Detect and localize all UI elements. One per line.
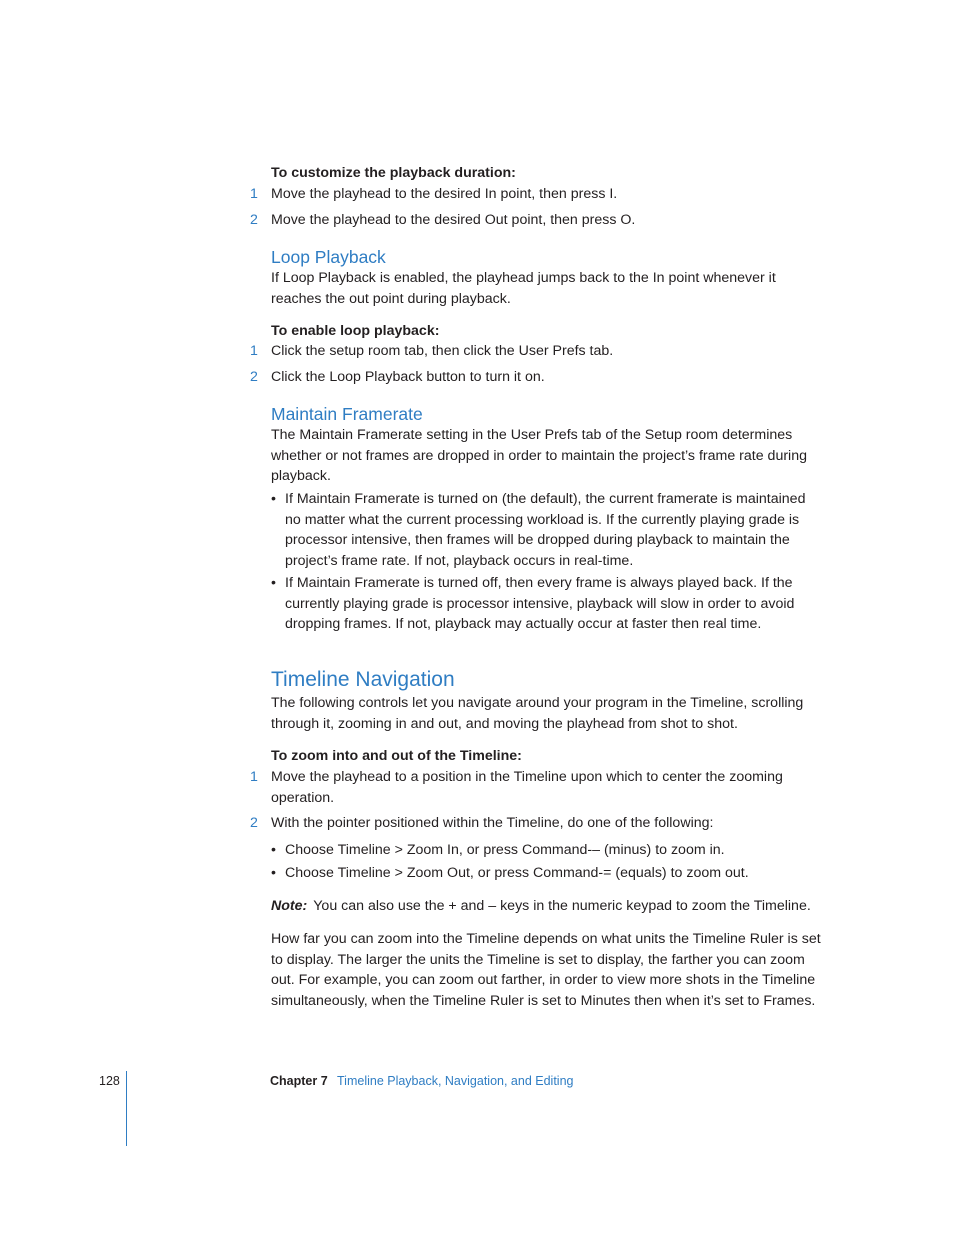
paragraph-maintain-framerate: The Maintain Framerate setting in the User Prefs tab of the Setup room determines whether or not frames are dropped in order to maintain the project’s frame rate during playback. [271, 427, 807, 485]
paragraph-loop-playback: If Loop Playback is enabled, the playhead jumps back to the In point whenever it reaches the out point during playback. [271, 270, 776, 307]
bullet-marker: • [271, 491, 276, 507]
step-number: 2 [250, 369, 258, 385]
step-text: With the pointer positioned within the Timeline, do one of the following: [271, 815, 714, 831]
note-label: Note: [271, 898, 308, 914]
heading-maintain-framerate: Maintain Framerate [271, 404, 423, 424]
footer-rule [126, 1071, 127, 1146]
procedure-lead-loop: To enable loop playback: [271, 323, 440, 339]
step-number: 2 [250, 815, 258, 831]
note-text: You can also use the + and – keys in the numeric keypad to zoom the Timeline. [313, 898, 811, 914]
heading-loop-playback: Loop Playback [271, 247, 386, 267]
bullet-item [271, 573, 823, 635]
step-text: Move the playhead to the desired Out point, then press O. [271, 212, 636, 228]
step-number: 1 [250, 343, 258, 359]
procedure-lead-zoom: To zoom into and out of the Timeline: [271, 748, 522, 764]
bullet-text: If Maintain Framerate is turned on (the default), the current framerate is maintained no matter what the current processing workload is. If the currently playing grade is processor intensive, then frames will be dropped during playback to maintain the project’s frame rate. If not, playback occurs in real-time. [285, 491, 806, 569]
step-text: Move the playhead to the desired In point, then press I. [271, 186, 618, 202]
paragraph-zoom-depth: How far you can zoom into the Timeline depends on what units the Timeline Ruler is set to display. The larger the units the Timeline is set to display, the farther you can zoom out. For example, you can zoom out farther, in order to view more shots in the Timeline simultaneously, when the Timeline Ruler is set to Minutes then when it’s set to Frames. [271, 931, 821, 1009]
bullet-text: Choose Timeline > Zoom In, or press Command-– (minus) to zoom in. [285, 842, 725, 858]
step-text: Click the Loop Playback button to turn it on. [271, 369, 545, 385]
footer-chapter-title: Timeline Playback, Navigation, and Editing [337, 1074, 574, 1088]
heading-timeline-navigation: Timeline Navigation [271, 668, 455, 691]
note [271, 896, 831, 917]
bullet-text: If Maintain Framerate is turned off, then every frame is always played back. If the currently playing grade is processor intensive, playback will slow in order to avoid dropping frames. If not, playback may actually occur at faster then real time. [285, 575, 795, 633]
paragraph-timeline-navigation: The following controls let you navigate around your program in the Timeline, scrolling through it, zooming in and out, and moving the playhead from shot to shot. [271, 695, 804, 732]
step-number: 1 [250, 186, 258, 202]
bullet-marker: • [271, 865, 276, 881]
page-number: 128 [99, 1074, 120, 1088]
bullet-item [271, 489, 823, 571]
bullet-marker: • [271, 842, 276, 858]
bullet-marker: • [271, 575, 276, 591]
bullet-item [271, 840, 831, 861]
procedure-lead-duration: To customize the playback duration: [271, 165, 516, 181]
step-text: Click the setup room tab, then click the User Prefs tab. [271, 343, 614, 359]
step-number: 2 [250, 212, 258, 228]
step-number: 1 [250, 769, 258, 785]
bullet-text: Choose Timeline > Zoom Out, or press Command-= (equals) to zoom out. [285, 865, 749, 881]
step-text: Move the playhead to a position in the Timeline upon which to center the zooming operation. [271, 769, 783, 806]
bullet-item [271, 863, 831, 884]
footer-chapter-label: Chapter 7 [270, 1074, 328, 1088]
